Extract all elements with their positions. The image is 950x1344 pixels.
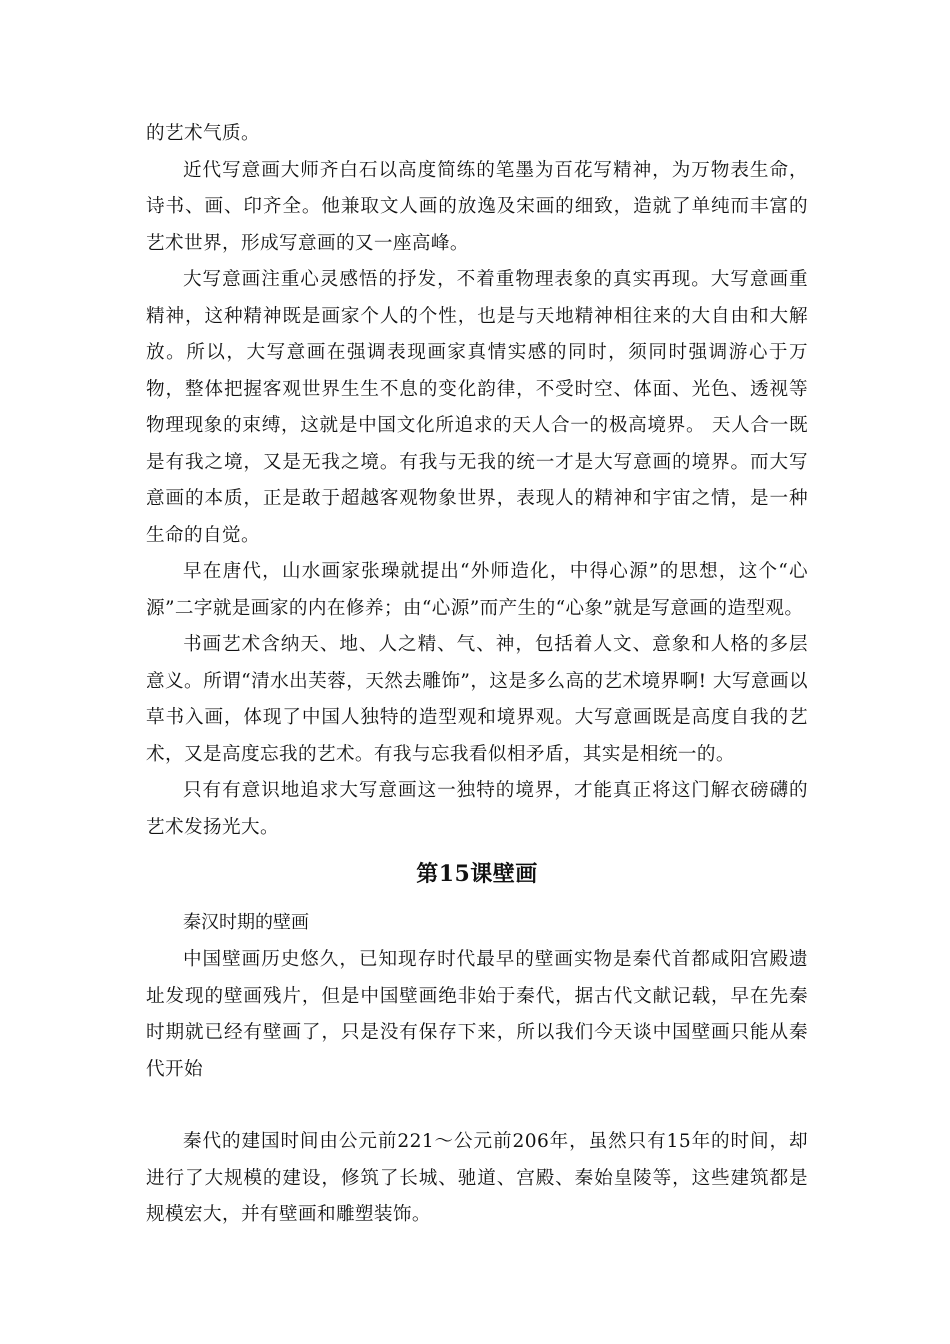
document-page xyxy=(146,116,808,1234)
paragraph-conclusion: 只有有意识地追求大写意画这一独特的境界，才能真正将这门解衣磅礴的艺术发扬光大。 xyxy=(146,780,808,838)
paragraph-qi-baishi: 近代写意画大师齐白石以高度简练的笔墨为百花写精神，为万物表生命，诗书、画、印齐全。他兼取文人画的放逸及宋画的细致，造就了单纯而丰富的艺术世界，形成写意画的又一座高峰。 xyxy=(146,159,808,254)
section-subheading: 秦汉时期的壁画 xyxy=(183,912,309,933)
paragraph-zhang-zao: 早在唐代，山水画家张璪就提出“外师造化，中得心源”的思想，这个“心源”二字就是画家的内在修养；由“心源”而产生的“心象”就是写意画的造型观。 xyxy=(146,561,808,619)
blank-line xyxy=(146,1088,808,1124)
paragraph-shuhua-art: 书画艺术含纳天、地、人之精、气、神，包括着人文、意象和人格的多层意义。所谓“清水出芙蓉，天然去雕饰”，这是多么高的艺术境界啊! 大写意画以草书入画，体现了中国人独特的造型观和境界观。大写意画既是高度自我的艺术，又是高度忘我的艺术。有我与忘我看似相矛盾，其实是相统一的。 xyxy=(146,634,808,765)
paragraph-qin-dynasty: 秦代的建国时间由公元前221～公元前206年，虽然只有15年的时间，却进行了大规模的建设，修筑了长城、驰道、宫殿、秦始皇陵等，这些建筑都是规模宏大，并有壁画和雕塑装饰。 xyxy=(146,1131,808,1225)
paragraph-continuation: 的艺术气质。 xyxy=(146,123,260,144)
paragraph-mural-history: 中国壁画历史悠久，已知现存时代最早的壁画实物是秦代首都咸阳宫殿遗址发现的壁画残片，但是中国壁画绝非始于秦代，据古代文献记载，早在先秦时期就已经有壁画了，只是没有保存下来，所以我们今天谈中国壁画只能从秦代开始 xyxy=(146,949,808,1080)
paragraph-da-xieyi: 大写意画注重心灵感悟的抒发，不着重物理表象的真实再现。大写意画重精神，这种精神既是画家个人的个性，也是与天地精神相往来的大自由和大解放。所以，大写意画在强调表现画家真情实感的同时，须同时强调游心于万物，整体把握客观世界生生不息的变化韵律，不受时空、体面、光色、透视等物理现象的束缚，这就是中国文化所追求的天人合一的极高境界。 天人合一既是有我之境，又是无我之境。有我与无我的统一才是大写意画的境界。而大写意画的本质，正是敢于超越客观物象世界，表现人的精神和宇宙之情，是一种生命的自觉。 xyxy=(146,269,808,546)
lesson-heading: 第15课壁画 xyxy=(416,861,538,887)
